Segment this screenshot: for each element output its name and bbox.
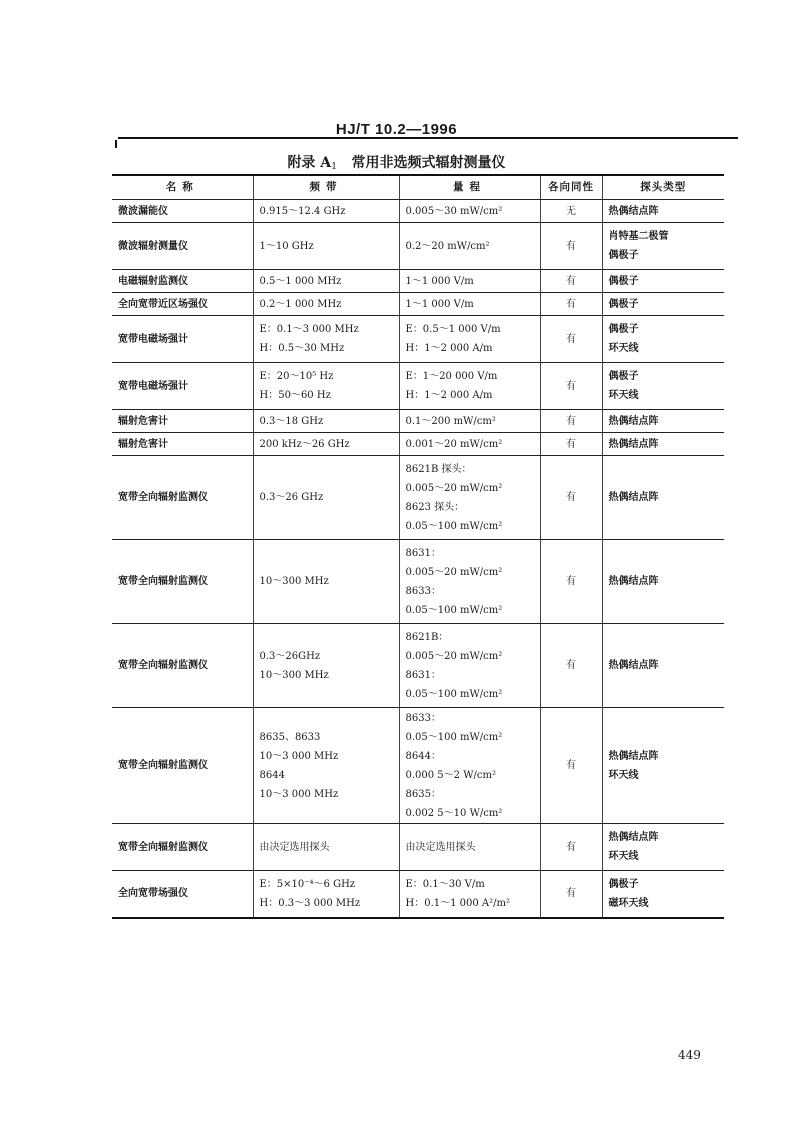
measurement-range-line: 0.005～20 mW/cm² bbox=[405, 566, 503, 578]
measurement-range-line: 0.05～100 mW/cm² bbox=[405, 688, 503, 700]
frequency-band-cell bbox=[253, 293, 399, 316]
probe-type-cell bbox=[602, 270, 724, 293]
page-number: 449 bbox=[678, 1048, 701, 1062]
frequency-band-cell bbox=[253, 708, 399, 824]
measurement-range-line: 0.005～20 mW/cm² bbox=[405, 482, 503, 494]
measurement-range-line: 8631： bbox=[405, 547, 441, 559]
measurement-range-cell bbox=[399, 200, 540, 223]
measurement-range-line: 0.005～20 mW/cm² bbox=[405, 650, 503, 662]
probe-type-cell bbox=[602, 316, 724, 363]
title-prefix: 附录 A bbox=[287, 155, 332, 171]
probe-type-cell bbox=[602, 293, 724, 316]
measurement-range-line: 8633： bbox=[405, 585, 441, 597]
measurement-range-cell bbox=[399, 871, 540, 918]
frequency-band-line: 8635、8633 bbox=[259, 731, 321, 743]
measurement-range-cell bbox=[399, 270, 540, 293]
frequency-band-cell bbox=[253, 540, 399, 624]
table-row bbox=[112, 824, 724, 871]
frequency-band-line: H：50～60 Hz bbox=[259, 390, 331, 401]
isotropy-cell: 有 bbox=[540, 363, 602, 410]
measurement-range-cell bbox=[399, 456, 540, 540]
measurement-range-line: H：1～2 000 A/m bbox=[405, 390, 493, 401]
frequency-band-line: H：0.3～3 000 MHz bbox=[259, 897, 361, 909]
measurement-range-line: 0.05～100 mW/cm² bbox=[405, 604, 503, 616]
probe-type-line: 热偶结点阵 bbox=[608, 438, 659, 450]
frequency-band-line: E：20～10⁵ Hz bbox=[259, 371, 334, 382]
table-row bbox=[112, 293, 724, 316]
frequency-band-line: 由决定选用探头 bbox=[259, 841, 330, 853]
probe-type-line: 热偶结点阵 bbox=[608, 576, 659, 587]
column-header: 探头类型 bbox=[602, 175, 724, 200]
table-row bbox=[112, 316, 724, 363]
measurement-range-line: E：1～20 000 V/m bbox=[405, 371, 498, 382]
column-header: 量程 bbox=[399, 175, 540, 200]
probe-type-cell bbox=[602, 433, 724, 456]
measurement-range-cell bbox=[399, 824, 540, 871]
probe-type-line: 热偶结点阵 bbox=[608, 205, 659, 217]
frequency-band-line: 0.3～26 GHz bbox=[259, 492, 324, 503]
isotropy-cell: 无 bbox=[540, 200, 602, 223]
title-text: 常用非选频式辐射测量仪 bbox=[351, 155, 506, 171]
measurement-range-line: 8644： bbox=[405, 750, 441, 762]
isotropy-cell: 有 bbox=[540, 316, 602, 363]
probe-type-line: 偶极子 bbox=[608, 250, 639, 261]
measurement-range-line: 0.2～20 mW/cm² bbox=[405, 240, 490, 252]
frequency-band-line: 10～3 000 MHz bbox=[259, 788, 339, 800]
measurement-range-line: 0.001～20 mW/cm² bbox=[405, 438, 503, 450]
measurement-range-cell bbox=[399, 540, 540, 624]
table-row bbox=[112, 410, 724, 433]
frequency-band-cell bbox=[253, 456, 399, 540]
instrument-name-cell: 电磁辐射监测仪 bbox=[112, 270, 253, 293]
probe-type-line: 热偶结点阵 bbox=[608, 660, 659, 671]
table-row bbox=[112, 200, 724, 223]
isotropy-cell: 有 bbox=[540, 433, 602, 456]
frequency-band-cell bbox=[253, 433, 399, 456]
table-header-row bbox=[112, 175, 724, 200]
probe-type-line: 热偶结点阵 bbox=[608, 492, 659, 503]
probe-type-line: 热偶结点阵 bbox=[608, 750, 659, 762]
measurement-range-line: 8621B 探头： bbox=[405, 463, 472, 475]
header-rule bbox=[118, 137, 738, 139]
probe-type-line: 环天线 bbox=[608, 769, 639, 781]
instrument-name-cell: 全向宽带近区场强仪 bbox=[112, 293, 253, 316]
probe-type-line: 偶极子 bbox=[608, 275, 639, 287]
probe-type-cell bbox=[602, 871, 724, 918]
probe-type-line: 环天线 bbox=[608, 343, 639, 354]
measurement-range-line: E：0.1～30 V/m bbox=[405, 878, 485, 890]
frequency-band-cell bbox=[253, 824, 399, 871]
probe-type-line: 热偶结点阵 bbox=[608, 415, 659, 427]
measurement-range-cell bbox=[399, 433, 540, 456]
probe-type-line: 热偶结点阵 bbox=[608, 832, 659, 843]
frequency-band-line: 1～10 GHz bbox=[259, 240, 314, 252]
frequency-band-cell bbox=[253, 410, 399, 433]
probe-type-line: 偶极子 bbox=[608, 324, 639, 335]
probe-type-line: 偶极子 bbox=[608, 298, 639, 310]
column-header: 名称 bbox=[112, 175, 253, 200]
frequency-band-line: E：0.1～3 000 MHz bbox=[259, 324, 359, 335]
table-body bbox=[112, 200, 724, 918]
frequency-band-line: E：5×10⁻⁴～6 GHz bbox=[259, 878, 356, 890]
probe-type-line: 偶极子 bbox=[608, 371, 639, 382]
table-row bbox=[112, 871, 724, 918]
measurement-range-line: 8621B： bbox=[405, 631, 449, 643]
frequency-band-cell bbox=[253, 363, 399, 410]
measurement-range-line: 0.002 5～10 W/cm² bbox=[405, 807, 503, 819]
measurement-range-cell bbox=[399, 293, 540, 316]
frequency-band-line: 10～300 MHz bbox=[259, 669, 329, 681]
measurement-range-line: 0.1～200 mW/cm² bbox=[405, 415, 496, 427]
table-row bbox=[112, 363, 724, 410]
frequency-band-line: 10～300 MHz bbox=[259, 576, 329, 587]
isotropy-cell: 有 bbox=[540, 456, 602, 540]
frequency-band-line: 0.915～12.4 GHz bbox=[259, 205, 346, 217]
probe-type-line: 磁环天线 bbox=[608, 897, 649, 909]
instrument-table bbox=[112, 174, 724, 919]
probe-type-cell bbox=[602, 824, 724, 871]
probe-type-cell bbox=[602, 223, 724, 270]
frequency-band-line: 200 kHz～26 GHz bbox=[259, 438, 350, 450]
instrument-name-cell: 宽带全向辐射监测仪 bbox=[112, 824, 253, 871]
probe-type-cell bbox=[602, 624, 724, 708]
probe-type-cell bbox=[602, 540, 724, 624]
title-subscript: 1 bbox=[331, 162, 337, 172]
table-row bbox=[112, 456, 724, 540]
measurement-range-line: 0.05～100 mW/cm² bbox=[405, 520, 503, 532]
measurement-range-line: H：0.1～1 000 A²/m² bbox=[405, 897, 511, 909]
probe-type-line: 环天线 bbox=[608, 851, 639, 862]
frequency-band-line: 0.3～18 GHz bbox=[259, 415, 324, 427]
frequency-band-line: H：0.5～30 MHz bbox=[259, 343, 345, 354]
isotropy-cell: 有 bbox=[540, 824, 602, 871]
measurement-range-line: 8633： bbox=[405, 712, 441, 724]
measurement-range-line: E：0.5～1 000 V/m bbox=[405, 324, 501, 335]
probe-type-cell bbox=[602, 363, 724, 410]
frequency-band-line: 0.5～1 000 MHz bbox=[259, 275, 342, 287]
measurement-range-cell bbox=[399, 410, 540, 433]
measurement-range-cell bbox=[399, 708, 540, 824]
probe-type-line: 肖特基二极管 bbox=[608, 231, 669, 242]
probe-type-cell bbox=[602, 456, 724, 540]
probe-type-cell bbox=[602, 410, 724, 433]
measurement-range-line: 0.05～100 mW/cm² bbox=[405, 731, 503, 743]
table-row bbox=[112, 624, 724, 708]
isotropy-cell: 有 bbox=[540, 624, 602, 708]
measurement-range-cell bbox=[399, 223, 540, 270]
probe-type-line: 环天线 bbox=[608, 390, 639, 401]
corner-mark bbox=[115, 140, 121, 148]
frequency-band-cell bbox=[253, 316, 399, 363]
measurement-range-line: 8635： bbox=[405, 788, 441, 800]
instrument-name-cell: 宽带全向辐射监测仪 bbox=[112, 456, 253, 540]
measurement-range-cell bbox=[399, 624, 540, 708]
instrument-name-cell: 微波漏能仪 bbox=[112, 200, 253, 223]
table-row bbox=[112, 708, 724, 824]
measurement-range-line: 由决定选用探头 bbox=[405, 841, 476, 853]
frequency-band-line: 8644 bbox=[259, 769, 285, 781]
table-row bbox=[112, 270, 724, 293]
instrument-name-cell: 宽带电磁场强计 bbox=[112, 316, 253, 363]
table-row bbox=[112, 433, 724, 456]
frequency-band-line: 0.2～1 000 MHz bbox=[259, 298, 342, 310]
instrument-name-cell: 宽带电磁场强计 bbox=[112, 363, 253, 410]
measurement-range-line: 1～1 000 V/m bbox=[405, 275, 474, 287]
isotropy-cell: 有 bbox=[540, 708, 602, 824]
column-header: 各向同性 bbox=[540, 175, 602, 200]
frequency-band-cell bbox=[253, 200, 399, 223]
measurement-range-cell bbox=[399, 363, 540, 410]
isotropy-cell: 有 bbox=[540, 540, 602, 624]
instrument-name-cell: 宽带全向辐射监测仪 bbox=[112, 624, 253, 708]
frequency-band-cell bbox=[253, 270, 399, 293]
instrument-name-cell: 全向宽带场强仪 bbox=[112, 871, 253, 918]
measurement-range-cell bbox=[399, 316, 540, 363]
isotropy-cell: 有 bbox=[540, 871, 602, 918]
instrument-name-cell: 微波辐射测量仪 bbox=[112, 223, 253, 270]
frequency-band-line: 0.3～26GHz bbox=[259, 650, 321, 662]
table-row bbox=[112, 540, 724, 624]
instrument-name-cell: 辐射危害计 bbox=[112, 433, 253, 456]
measurement-range-line: 8623 探头： bbox=[405, 501, 465, 513]
table-title bbox=[0, 152, 793, 172]
frequency-band-cell bbox=[253, 624, 399, 708]
measurement-range-line: 0.000 5～2 W/cm² bbox=[405, 769, 496, 781]
instrument-name-cell: 宽带全向辐射监测仪 bbox=[112, 708, 253, 824]
probe-type-cell bbox=[602, 708, 724, 824]
frequency-band-line: 10～3 000 MHz bbox=[259, 750, 339, 762]
isotropy-cell: 有 bbox=[540, 410, 602, 433]
measurement-range-line: 0.005～30 mW/cm² bbox=[405, 205, 503, 217]
isotropy-cell: 有 bbox=[540, 293, 602, 316]
measurement-range-line: 1～1 000 V/m bbox=[405, 298, 474, 310]
frequency-band-cell bbox=[253, 871, 399, 918]
column-header: 频带 bbox=[253, 175, 399, 200]
isotropy-cell: 有 bbox=[540, 223, 602, 270]
frequency-band-cell bbox=[253, 223, 399, 270]
instrument-name-cell: 宽带全向辐射监测仪 bbox=[112, 540, 253, 624]
isotropy-cell: 有 bbox=[540, 270, 602, 293]
measurement-range-line: 8631： bbox=[405, 669, 441, 681]
instrument-name-cell: 辐射危害计 bbox=[112, 410, 253, 433]
measurement-range-line: H：1～2 000 A/m bbox=[405, 343, 493, 354]
probe-type-cell bbox=[602, 200, 724, 223]
standard-code: HJ/T 10.2—1996 bbox=[335, 121, 458, 138]
table-row bbox=[112, 223, 724, 270]
probe-type-line: 偶极子 bbox=[608, 878, 639, 890]
